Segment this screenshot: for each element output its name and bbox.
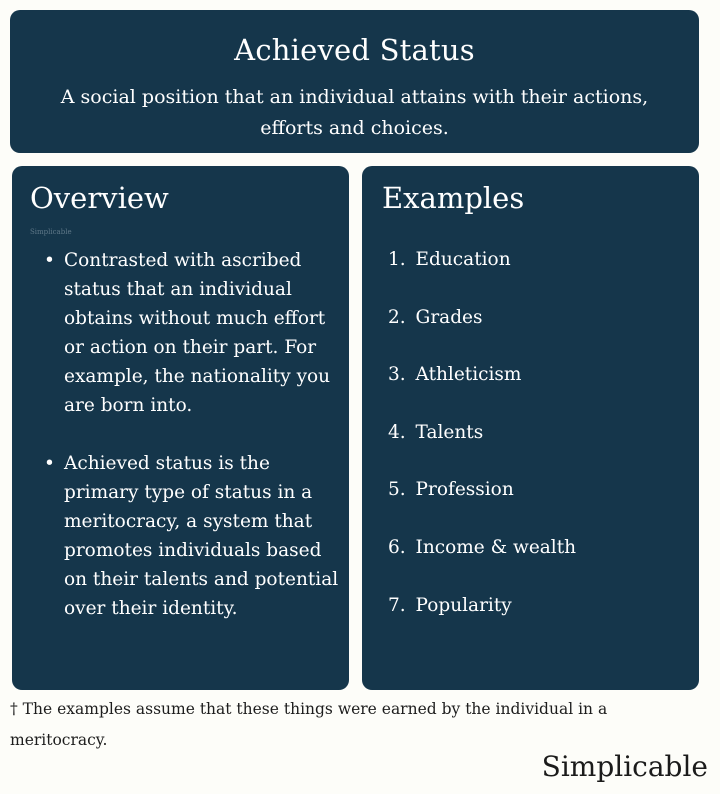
example-number: 6. — [388, 536, 406, 558]
overview-bullet-item — [26, 449, 346, 623]
examples-heading: Examples — [382, 181, 525, 215]
brand-logo-text: Simplicable — [541, 750, 708, 783]
page-subtitle: A social position that an individual attains with their actions, efforts and choices. — [60, 86, 649, 139]
examples-panel — [362, 166, 699, 690]
example-label: Income & wealth — [415, 536, 577, 558]
example-label: Education — [415, 249, 511, 270]
example-number: 7. — [388, 594, 406, 616]
example-label: Grades — [415, 306, 483, 328]
example-number: 1. — [388, 249, 406, 270]
example-number: 5. — [388, 479, 406, 501]
example-item — [388, 360, 576, 389]
example-label: Talents — [415, 421, 484, 443]
header-panel — [10, 10, 699, 153]
example-number: 4. — [388, 421, 406, 443]
overview-heading: Overview — [30, 181, 169, 215]
examples-list — [388, 245, 576, 648]
page-title: Achieved Status — [234, 33, 475, 67]
overview-bullet-list — [26, 246, 346, 652]
example-item — [388, 591, 576, 620]
example-number: 3. — [388, 364, 406, 386]
watermark-text: Simplicable — [30, 228, 72, 236]
overview-bullet-text: Achieved status is the primary type of status in a meritocracy, a system that promotes individuals based on their talents and potential over their identity. — [64, 453, 339, 619]
bullet-icon: • — [44, 453, 55, 474]
example-item — [388, 303, 576, 332]
example-item — [388, 245, 576, 274]
overview-bullet-text: Contrasted with ascribed status that an individual obtains without much effort or action on their part. For example, the nationality you are born into. — [64, 250, 331, 416]
overview-bullet-item — [26, 246, 346, 420]
example-label: Athleticism — [415, 364, 522, 386]
bullet-icon: • — [44, 250, 55, 271]
example-number: 2. — [388, 306, 406, 328]
footnote: † The examples assume that these things were earned by the individual in a meritocracy. — [10, 700, 608, 749]
example-label: Profession — [415, 479, 514, 501]
example-item — [388, 533, 576, 562]
overview-panel — [12, 166, 349, 690]
example-item — [388, 475, 576, 504]
example-item — [388, 418, 576, 447]
example-label: Popularity — [415, 594, 512, 616]
